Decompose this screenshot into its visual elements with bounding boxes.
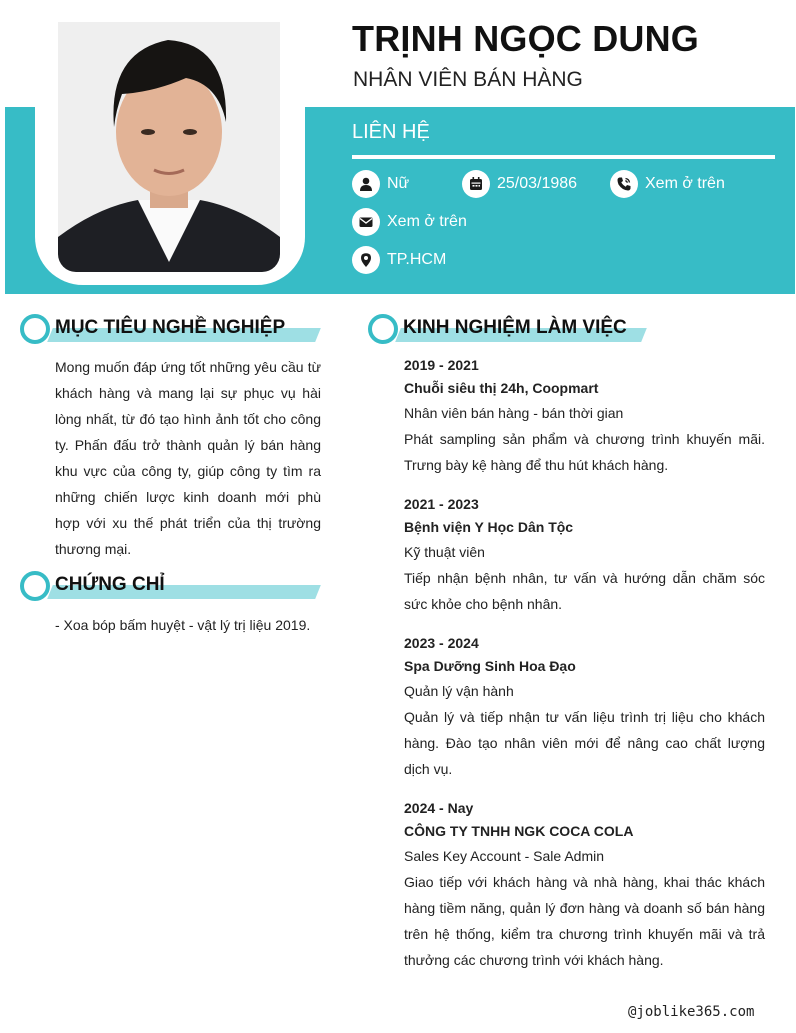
job-role: Nhân viên bán hàng - bán thời gian xyxy=(404,405,624,421)
gender-value: Nữ xyxy=(387,175,410,192)
certificates-heading xyxy=(20,571,322,603)
job-role: Quản lý vận hành xyxy=(404,683,514,699)
candidate-position: NHÂN VIÊN BÁN HÀNG xyxy=(353,68,583,91)
job-role: Sales Key Account - Sale Admin xyxy=(404,848,604,864)
contact-email xyxy=(352,208,467,236)
objective-title: MỤC TIÊU NGHỀ NGHIỆP xyxy=(55,317,286,338)
portrait-photo xyxy=(58,22,280,272)
experience-heading xyxy=(368,314,648,346)
certificates-text: - Xoa bóp bấm huyệt - vật lý trị liệu 2019. xyxy=(55,617,311,633)
phone-value: Xem ở trên xyxy=(645,175,725,192)
job-description: Tiếp nhận bệnh nhân, tư vấn và hướng dẫn chăm sóc sức khỏe cho bệnh nhân. xyxy=(404,570,765,612)
job-company: Chuỗi siêu thị 24h, Coopmart xyxy=(404,380,599,396)
section-circle-icon xyxy=(368,314,398,344)
email-value: Xem ở trên xyxy=(387,213,467,230)
objective-text: Mong muốn đáp ứng tốt những yêu cầu từ khách hàng và mang lại sự phục vụ hài lòng nhất, từ đó tạo hình ảnh tốt cho công ty. Phấn đấu trở thành quản lý bán hàng khu vực của công ty, giúp công ty tìm ra những chiến lược kinh doanh mới phù hợp với xu thế phát triển của thị trường thương mại. xyxy=(55,359,321,557)
job-description: Phát sampling sản phẩm và chương trình khuyến mãi. Trưng bày kệ hàng để thu hút khách hàng. xyxy=(404,431,765,473)
experience-item xyxy=(404,632,765,782)
job-company: Bệnh viện Y Học Dân Tộc xyxy=(404,519,574,535)
contact-address xyxy=(352,246,446,274)
experience-item xyxy=(404,354,765,478)
experience-title: KINH NGHIỆM LÀM VIỆC xyxy=(403,317,627,338)
section-circle-icon xyxy=(20,314,50,344)
candidate-name: TRỊNH NGỌC DUNG xyxy=(352,18,699,59)
job-period: 2019 - 2021 xyxy=(404,357,479,373)
objective-heading xyxy=(20,314,322,346)
contact-divider xyxy=(352,155,775,159)
job-description: Giao tiếp với khách hàng và nhà hàng, khai thác khách hàng tiềm năng, quản lý đơn hàng và doanh số bán hàng trên hệ thống, kiểm tra chương trình khuyến mãi và trả thưởng các chương trình với khách hàng. xyxy=(404,874,765,968)
contact-gender xyxy=(352,170,409,198)
experience-item xyxy=(404,493,765,617)
footer-watermark: @joblike365.com xyxy=(628,1004,755,1020)
calendar-icon xyxy=(462,170,490,198)
job-role: Kỹ thuật viên xyxy=(404,544,485,560)
experience-item xyxy=(404,797,765,973)
email-icon xyxy=(352,208,380,236)
birthday-value: 25/03/1986 xyxy=(497,175,578,192)
address-value: TP.HCM xyxy=(387,251,447,268)
certificates-title: CHỨNG CHỈ xyxy=(55,574,165,595)
section-circle-icon xyxy=(20,571,50,601)
photo-frame xyxy=(35,0,305,285)
phone-icon xyxy=(610,170,638,198)
job-description: Quản lý và tiếp nhận tư vấn liệu trình trị liệu cho khách hàng. Đào tạo nhân viên mới để nâng cao chất lượng dịch vụ. xyxy=(404,709,765,777)
contact-birthday xyxy=(462,170,577,198)
contact-phone xyxy=(610,170,725,198)
job-company: CÔNG TY TNHH NGK COCA COLA xyxy=(404,823,634,839)
job-period: 2023 - 2024 xyxy=(404,635,479,651)
contact-title: LIÊN HỆ xyxy=(352,121,430,143)
job-period: 2024 - Nay xyxy=(404,800,474,816)
location-icon xyxy=(352,246,380,274)
user-icon xyxy=(352,170,380,198)
job-period: 2021 - 2023 xyxy=(404,496,479,512)
job-company: Spa Dưỡng Sinh Hoa Đạo xyxy=(404,658,576,674)
